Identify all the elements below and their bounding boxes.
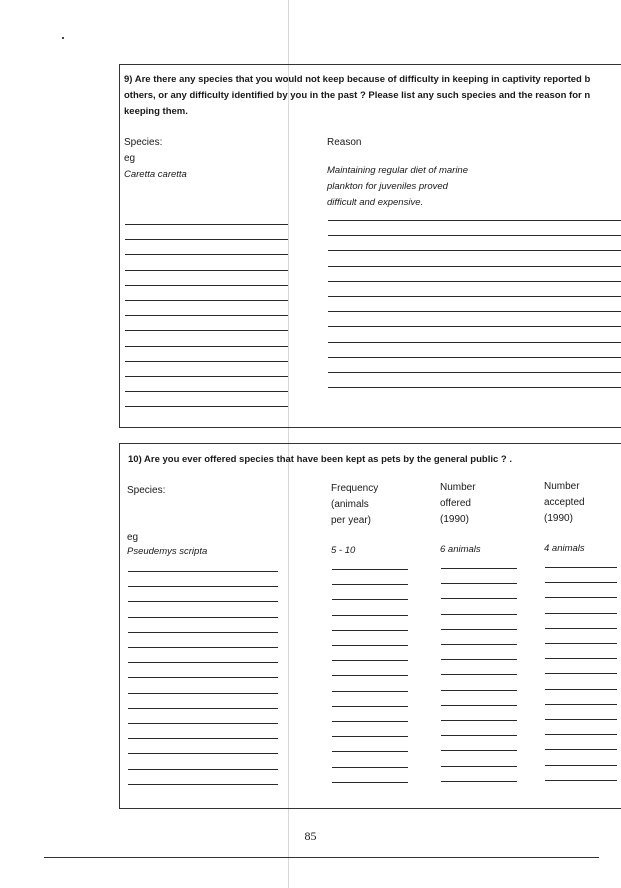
question-9-line-2: others, or any difficulty identified by you in the past ? Please list any such species and the reason for n [124, 90, 591, 101]
offered-label-line-2: offered [440, 498, 471, 509]
answer-line[interactable] [545, 643, 617, 644]
answer-line[interactable] [545, 719, 617, 720]
answer-line[interactable] [125, 270, 288, 271]
answer-line[interactable] [441, 583, 517, 584]
answer-line[interactable] [545, 613, 617, 614]
answer-line[interactable] [125, 361, 288, 362]
answer-line[interactable] [332, 782, 408, 783]
answer-line[interactable] [545, 749, 617, 750]
example-offered: 6 animals [440, 544, 481, 555]
answer-line[interactable] [545, 658, 617, 659]
answer-line[interactable] [125, 330, 288, 331]
frequency-label-line-3: per year) [331, 515, 372, 526]
answer-line[interactable] [328, 281, 621, 282]
answer-line[interactable] [128, 753, 278, 754]
question-9-box [119, 64, 621, 428]
answer-line[interactable] [441, 568, 517, 569]
answer-line[interactable] [125, 406, 288, 407]
scan-speck [62, 37, 64, 39]
offered-label-line-1: Number [440, 482, 476, 493]
answer-line[interactable] [328, 372, 621, 373]
answer-line[interactable] [441, 766, 517, 767]
answer-line[interactable] [441, 629, 517, 630]
answer-line[interactable] [125, 315, 288, 316]
answer-line[interactable] [441, 690, 517, 691]
answer-line[interactable] [332, 706, 408, 707]
answer-line[interactable] [545, 582, 617, 583]
answer-line[interactable] [332, 584, 408, 585]
eg-label: eg [124, 153, 136, 164]
answer-line[interactable] [332, 751, 408, 752]
answer-line[interactable] [545, 689, 617, 690]
answer-line[interactable] [332, 615, 408, 616]
example-species: Pseudemys scripta [127, 546, 208, 557]
accepted-label-line-3: (1990) [544, 513, 573, 524]
answer-line[interactable] [328, 235, 621, 236]
answer-line[interactable] [545, 780, 617, 781]
example-accepted: 4 animals [544, 543, 585, 554]
answer-line[interactable] [441, 614, 517, 615]
answer-line[interactable] [128, 601, 278, 602]
offered-label-line-3: (1990) [440, 514, 469, 525]
frequency-label-line-1: Frequency [331, 483, 379, 494]
answer-line[interactable] [128, 662, 278, 663]
answer-line[interactable] [328, 266, 621, 267]
answer-line[interactable] [545, 567, 617, 568]
answer-line[interactable] [125, 376, 288, 377]
example-reason-line-2: plankton for juveniles proved [327, 181, 448, 192]
answer-line[interactable] [125, 285, 288, 286]
answer-line[interactable] [545, 673, 617, 674]
answer-line[interactable] [128, 769, 278, 770]
answer-line[interactable] [128, 708, 278, 709]
answer-line[interactable] [332, 569, 408, 570]
answer-line[interactable] [125, 346, 288, 347]
answer-line[interactable] [441, 781, 517, 782]
answer-line[interactable] [441, 644, 517, 645]
footer-rule [44, 857, 599, 858]
eg-label: eg [127, 532, 139, 543]
answer-line[interactable] [545, 765, 617, 766]
example-species: Caretta caretta [124, 169, 187, 180]
answer-line[interactable] [128, 677, 278, 678]
answer-line[interactable] [328, 387, 621, 388]
question-10-text: 10) Are you ever offered species that have been kept as pets by the general public ? . [128, 454, 512, 465]
answer-line[interactable] [332, 691, 408, 692]
answer-line[interactable] [441, 659, 517, 660]
answer-line[interactable] [128, 571, 278, 572]
answer-line[interactable] [332, 721, 408, 722]
answer-line[interactable] [441, 598, 517, 599]
answer-line[interactable] [128, 647, 278, 648]
answer-line[interactable] [128, 632, 278, 633]
answer-line[interactable] [441, 750, 517, 751]
page-number: 85 [304, 829, 317, 843]
answer-line[interactable] [328, 250, 621, 251]
answer-line[interactable] [328, 220, 621, 221]
answer-line[interactable] [125, 239, 288, 240]
answer-line[interactable] [545, 628, 617, 629]
answer-line[interactable] [332, 630, 408, 631]
answer-line[interactable] [545, 704, 617, 705]
answer-line[interactable] [328, 342, 621, 343]
answer-line[interactable] [441, 705, 517, 706]
answer-line[interactable] [545, 597, 617, 598]
question-10-box [119, 443, 621, 809]
answer-line[interactable] [332, 645, 408, 646]
example-frequency: 5 - 10 [331, 545, 356, 556]
answer-line[interactable] [128, 586, 278, 587]
species-label: Species: [127, 485, 166, 496]
accepted-label-line-1: Number [544, 481, 580, 492]
answer-line[interactable] [128, 784, 278, 785]
answer-line[interactable] [332, 599, 408, 600]
answer-line[interactable] [328, 296, 621, 297]
answer-line[interactable] [332, 767, 408, 768]
answer-line[interactable] [128, 723, 278, 724]
answer-line[interactable] [441, 735, 517, 736]
answer-line[interactable] [332, 675, 408, 676]
answer-line[interactable] [332, 660, 408, 661]
reason-label: Reason [327, 137, 362, 148]
answer-line[interactable] [332, 736, 408, 737]
answer-line[interactable] [441, 720, 517, 721]
accepted-label-line-2: accepted [544, 497, 585, 508]
answer-line[interactable] [328, 357, 621, 358]
answer-line[interactable] [125, 254, 288, 255]
answer-line[interactable] [128, 738, 278, 739]
example-reason-line-3: difficult and expensive. [327, 197, 424, 208]
question-9-line-1: 9) Are there any species that you would not keep because of difficulty in keeping in captivity reported b [124, 74, 591, 85]
question-9-line-3: keeping them. [124, 106, 188, 117]
frequency-label-line-2: (animals [331, 499, 369, 510]
answer-line[interactable] [128, 617, 278, 618]
answer-line[interactable] [545, 734, 617, 735]
answer-line[interactable] [125, 224, 288, 225]
answer-line[interactable] [128, 693, 278, 694]
answer-line[interactable] [328, 326, 621, 327]
species-label: Species: [124, 137, 163, 148]
answer-line[interactable] [125, 300, 288, 301]
answer-line[interactable] [441, 674, 517, 675]
answer-line[interactable] [125, 391, 288, 392]
answer-line[interactable] [328, 311, 621, 312]
example-reason-line-1: Maintaining regular diet of marine [327, 165, 468, 176]
